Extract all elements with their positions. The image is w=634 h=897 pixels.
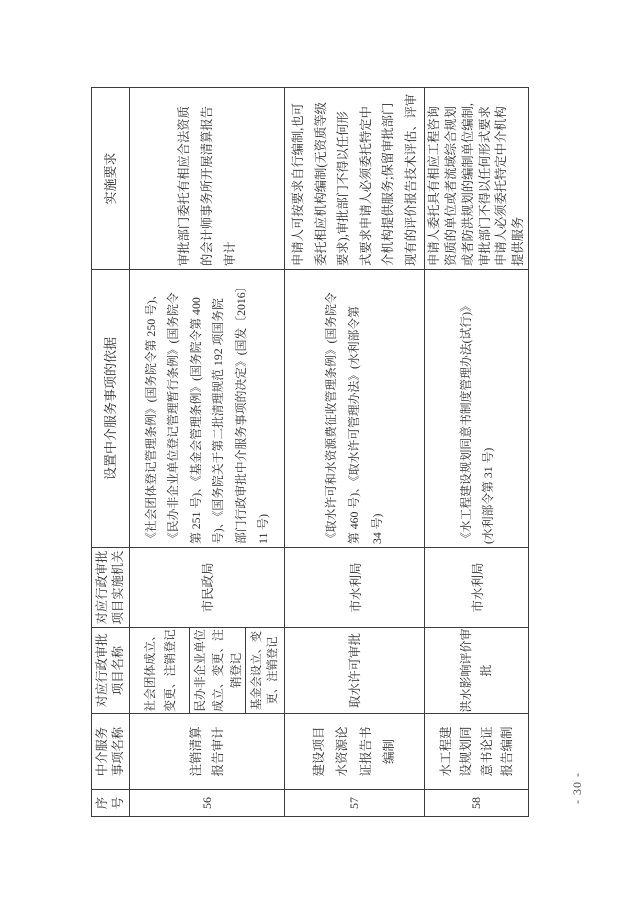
text-line: 成立、变更、注 xyxy=(210,629,225,712)
table-row-58 xyxy=(425,88,529,817)
col-header-service-name xyxy=(92,714,130,790)
text-line: 第 251 号)、《基金会管理条例》(国务院令第 400 xyxy=(188,297,203,544)
text-line: 委托相应机构编制(无资质等级 xyxy=(313,102,328,266)
text-line: 销登记 xyxy=(228,652,243,689)
page-number: - 30 - xyxy=(570,772,584,804)
col-header-requirements xyxy=(92,88,130,270)
text-line: 报告编制 xyxy=(500,726,514,777)
header-text-line: 号 xyxy=(110,796,125,810)
text-line: 提供服务 xyxy=(511,216,526,266)
col-header-serial xyxy=(92,790,130,817)
text-line: 审计 xyxy=(222,241,237,266)
text-line: 的会计师事务所开展清算报告 xyxy=(199,106,214,266)
cell-requirements-57 xyxy=(285,88,425,270)
text-line: 申请人可按要求自行编制,也可 xyxy=(291,103,305,266)
text-line: 《民办非企业单位登记管理暂行条例》(国务院令 xyxy=(166,292,180,544)
text-line: 证报告书 xyxy=(358,726,373,777)
serial-number: 58 xyxy=(469,797,483,809)
cell-service-name-57 xyxy=(285,714,425,790)
serial-number: 56 xyxy=(199,797,214,809)
header-text-line: 设置中介服务事项的依据 xyxy=(103,337,118,481)
text-line: 介机构提供服务;保留审批部门 xyxy=(381,102,395,266)
text-line: 基金会设立、变 xyxy=(251,630,263,711)
text-line: 34 号) xyxy=(370,513,384,544)
header-text-line: 项目名称 xyxy=(110,645,125,696)
cell-authority-57 xyxy=(285,548,425,628)
cell-project-name-57 xyxy=(285,628,425,714)
text-line: 现有的评价报告技术评估、评审 xyxy=(403,93,418,266)
text-line: 申请人必须委托特定中介机构 xyxy=(494,106,509,266)
text-line: 《社会团体登记管理条例》(国务院令第 250 号)、 xyxy=(143,288,158,544)
cell-serial-57 xyxy=(285,790,425,817)
text-line: 水资源论 xyxy=(335,726,349,777)
cell-requirements-58 xyxy=(425,88,529,270)
header-text-line: 序 xyxy=(95,796,109,810)
header-text-line: 事项名称 xyxy=(110,726,125,777)
text-line: 变更、注销登记 xyxy=(162,629,177,712)
cell-serial-58 xyxy=(425,790,529,817)
text-line: 民办非企业单位 xyxy=(192,629,207,712)
text-line: 批 xyxy=(478,664,493,677)
text-line: 《水工程建设规划同意书制度管理办法(试行)》 xyxy=(458,300,473,544)
rotated-table-container xyxy=(91,88,528,817)
text-line: 市民政局 xyxy=(201,562,215,613)
text-line: 审批部门委托有相应合法资质 xyxy=(176,106,191,266)
text-line: 市水利局 xyxy=(348,562,363,613)
cell-basis-56 xyxy=(130,270,285,548)
text-line: (水利部令第 31 号) xyxy=(480,447,495,544)
text-line: 水工程建 xyxy=(438,726,453,777)
cell-project-name-56-3 xyxy=(246,628,285,714)
table-row-56a xyxy=(130,88,190,817)
text-line: 要求),审批部门不得以任何形 xyxy=(336,111,350,266)
text-line: 意书论证 xyxy=(479,726,494,777)
text-line: 部门行政审批中介服务事项的决定》(国发〔2016〕 xyxy=(233,280,248,544)
text-line: 取水许可审批 xyxy=(347,633,362,709)
text-line: 或者防洪规划的编制单位编制, xyxy=(460,103,475,266)
text-line: 社会团体成立、 xyxy=(142,629,157,712)
text-line: 11 号) xyxy=(256,513,270,544)
cell-authority-56 xyxy=(130,548,285,628)
text-line: 报告审计 xyxy=(211,726,225,777)
text-line: 《取水许可和水资源费征收管理条例》(国务院令 xyxy=(324,292,338,544)
text-line: 申请人委托具有相应工程咨询 xyxy=(427,106,442,266)
text-line: 注销清算 xyxy=(189,726,203,777)
header-text-line: 实施要求 xyxy=(103,152,118,205)
header-text-line: 对应行政审批 xyxy=(95,633,109,708)
text-line: 洪水影响评价审 xyxy=(459,628,473,713)
intermediary-services-table xyxy=(91,87,529,817)
text-line: 建设项目 xyxy=(311,726,326,777)
cell-requirements-56 xyxy=(130,88,285,270)
cell-authority-58 xyxy=(425,548,529,628)
text-line: 编制 xyxy=(382,739,396,765)
cell-basis-57 xyxy=(285,270,425,548)
col-header-basis xyxy=(92,270,130,548)
text-line: 审批部门不得以任何形式要求 xyxy=(477,106,492,266)
text-line: 设规划同 xyxy=(459,726,473,777)
cell-service-name-56 xyxy=(130,714,285,790)
header-row xyxy=(92,88,130,817)
text-line: 市水利局 xyxy=(470,562,485,613)
header-text-line: 项目实施机关 xyxy=(110,550,125,625)
cell-basis-58 xyxy=(425,270,529,548)
col-header-project-name xyxy=(92,628,130,714)
header-text-line: 中介服务 xyxy=(95,726,109,777)
cell-project-name-56-1 xyxy=(130,628,190,714)
col-header-authority xyxy=(92,548,130,628)
table-row-57 xyxy=(285,88,425,817)
text-line: 资质的单位或者流域综合规划 xyxy=(443,106,458,266)
header-text-line: 对应行政审批 xyxy=(95,550,109,625)
text-line: 第 460 号)、《取水许可管理办法》(水利部令第 xyxy=(347,306,361,544)
serial-number: 57 xyxy=(347,797,361,809)
cell-serial-56 xyxy=(130,790,285,817)
text-line: 式要求申请人必须委托特定中 xyxy=(358,106,373,266)
cell-service-name-58 xyxy=(425,714,529,790)
cell-project-name-58 xyxy=(425,628,529,714)
cell-project-name-56-2 xyxy=(190,628,246,714)
text-line: 更、注销登记 xyxy=(267,636,279,705)
text-line: 号)、《国务院关于第二批清理规范 192 项国务院 xyxy=(211,298,225,544)
